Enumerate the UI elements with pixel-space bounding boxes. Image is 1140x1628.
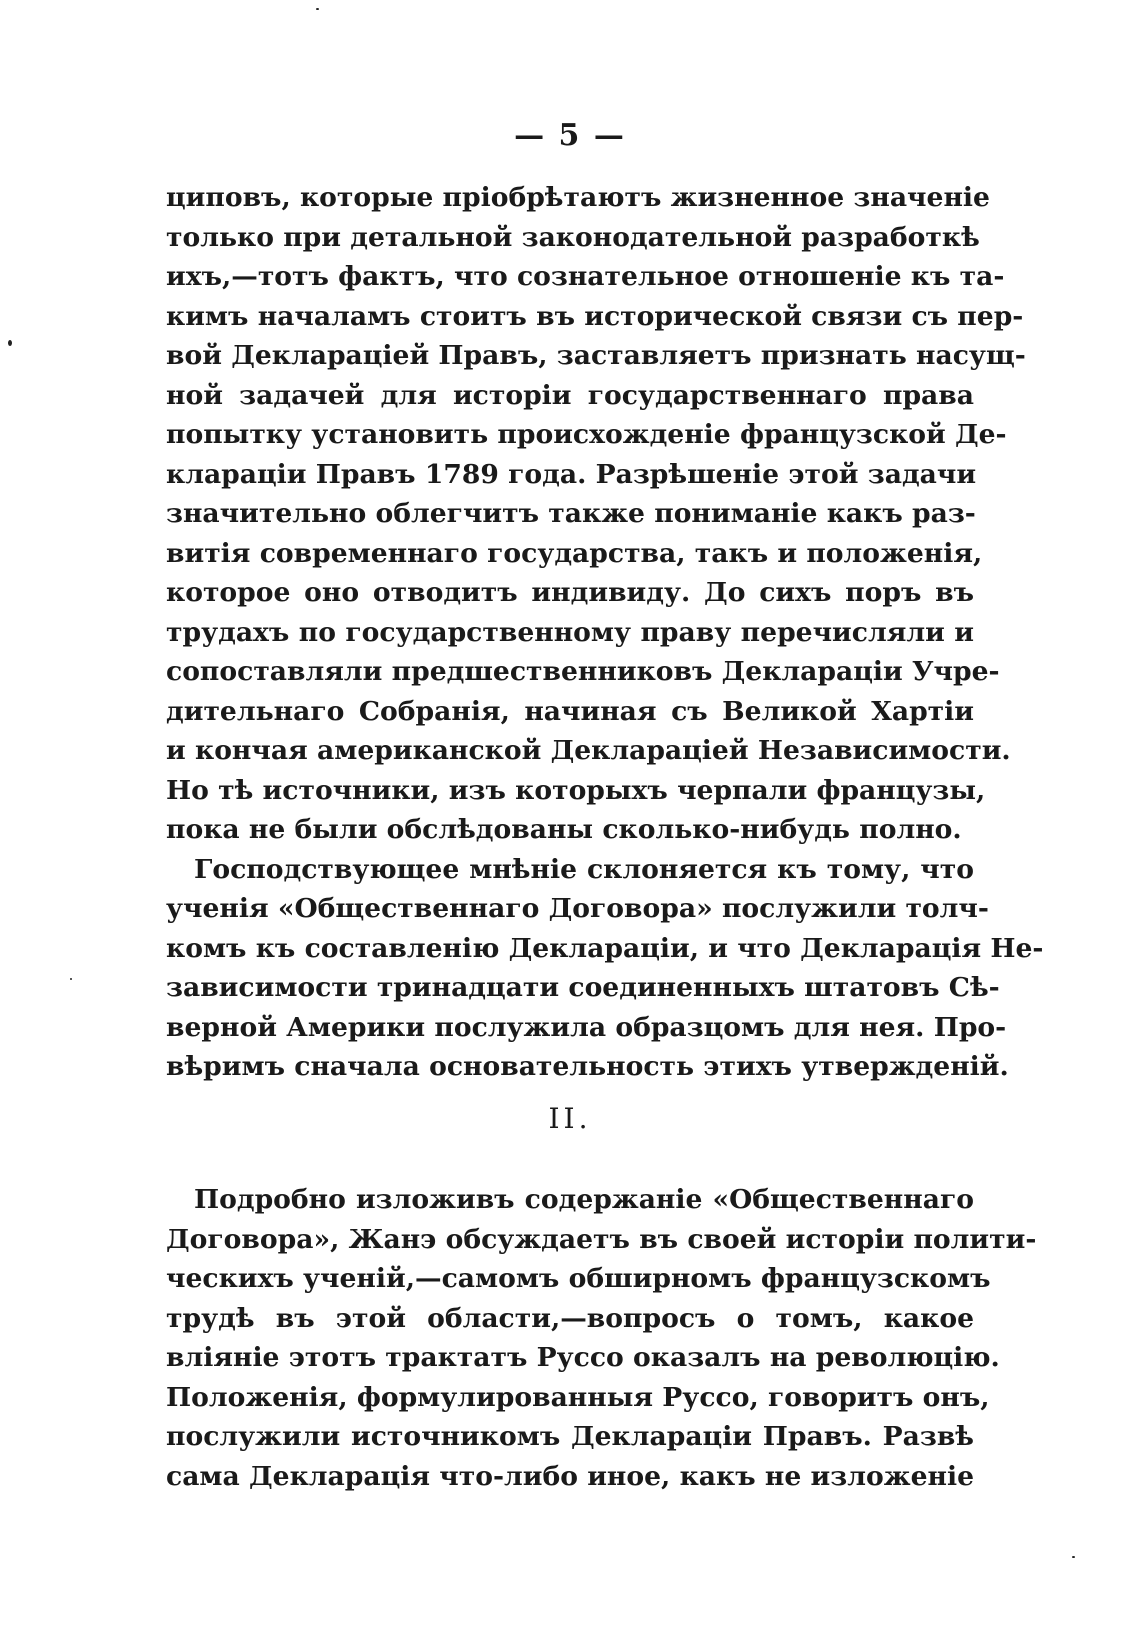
text-line: попытку установить происхожденіе французской Де- [166, 419, 1007, 450]
text-line: сама Декларація что-либо иное, какъ не изложеніе [166, 1460, 974, 1492]
text-line: Положенія, формулированныя Руссо, говоритъ онъ, [166, 1381, 990, 1413]
text-line: вліяніе этотъ трактатъ Руссо оказалъ на революцію. [166, 1342, 1000, 1373]
text-line: ческихъ ученій,—самомъ обширномъ французскомъ [166, 1263, 991, 1294]
text-line: витія современнаго государства, такъ и положенія, [166, 537, 983, 569]
scan-speck [8, 340, 12, 346]
text-line: ученія «Общественнаго Договора» послужили толч- [166, 893, 989, 924]
text-line: трудахъ по государственному праву перечисляли и [166, 616, 974, 648]
text-line: зависимости тринадцати соединенныхъ штатовъ Сѣ- [166, 972, 1000, 1003]
text-line: Подробно изложивъ содержаніе «Общественнаго [194, 1184, 974, 1215]
text-line: сопоставляли предшественниковъ Декларацiи Учре- [166, 656, 1000, 687]
text-line: только при детальной законодательной разработкѣ [166, 221, 980, 253]
text-line: циповъ, которые пріобрѣтаютъ жизненное значеніе [166, 182, 990, 213]
text-line: ной задачей для исторіи государственнаго права [166, 379, 974, 411]
text-line: ихъ,—тотъ фактъ, что сознательное отношеніе къ та- [166, 261, 1005, 292]
text-line: трудѣ въ этой области,—вопросъ о томъ, какое [166, 1302, 974, 1334]
text-line: кимъ началамъ стоитъ въ исторической связи съ пер- [166, 300, 1024, 332]
section-heading: II. [548, 1102, 592, 1135]
text-line: Договора», Жанэ обсуждаетъ въ своей исторіи полити- [166, 1223, 1037, 1255]
text-line: верной Америки послужила образцомъ для нея. Про- [166, 1011, 1007, 1043]
text-line: послужили источникомъ Декларацiи Правъ. Развѣ [166, 1421, 974, 1452]
text-line: дительнаго Собранія, начиная съ Великой Хартіи [166, 695, 974, 727]
text-line: вѣримъ сначала основательность этихъ утвержденій. [166, 1051, 1009, 1082]
text-line: значительно облегчитъ также пониманіе какъ раз- [166, 498, 976, 529]
text-line: пока не были обслѣдованы сколько-нибудь полно. [166, 814, 962, 845]
text-line: Господствующее мнѣніе склоняется къ тому, что [194, 853, 974, 885]
text-line: и кончая американской Декларацiей Независимости. [166, 735, 1011, 766]
scan-speck [70, 978, 72, 980]
text-line: клараціи Правъ 1789 года. Разрѣшеніе этой задачи [166, 458, 977, 490]
page-number: — 5 — [514, 118, 626, 153]
scan-speck [316, 8, 319, 10]
text-line: Но тѣ источники, изъ которыхъ черпали французы, [166, 774, 986, 806]
text-line: которое оно отводитъ индивиду. До сихъ поръ въ [166, 577, 974, 608]
text-line: вой Декларацiей Правъ, заставляетъ признать насущ- [166, 340, 1026, 371]
paragraph-block-2 [166, 1180, 1037, 1496]
scan-speck [1072, 1556, 1075, 1558]
text-line: комъ къ составленію Декларацiи, и что Декларація Не- [166, 932, 1044, 964]
paragraph-block-1 [166, 178, 1044, 1087]
